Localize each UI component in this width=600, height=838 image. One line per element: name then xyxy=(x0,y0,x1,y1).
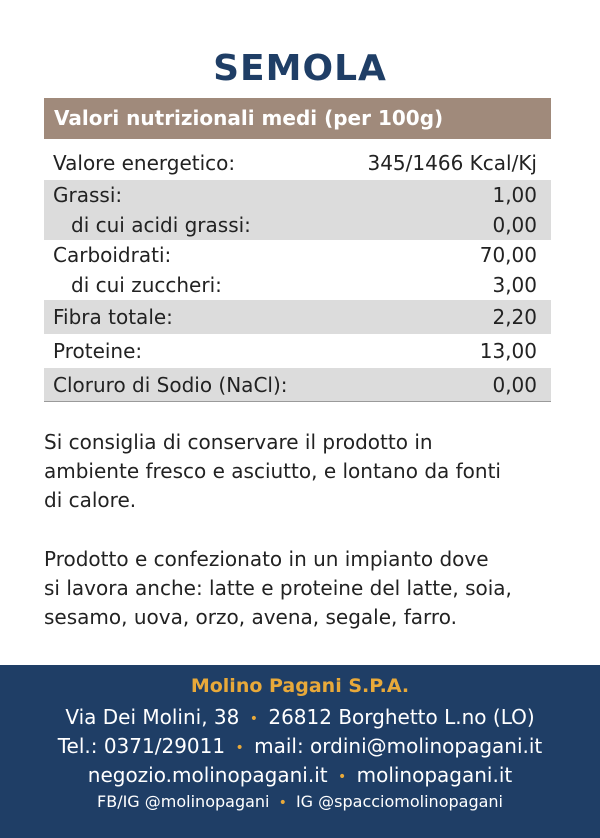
protein-label: Proteine: xyxy=(53,339,143,363)
row-salt xyxy=(44,368,551,401)
company-footer xyxy=(0,665,600,838)
separator-dot: • xyxy=(235,739,244,756)
separator-dot: • xyxy=(249,710,258,727)
storage-line: di calore. xyxy=(44,488,137,512)
shop-link[interactable]: negozio.molinopagani.it xyxy=(87,763,328,787)
salt-label: Cloruro di Sodio (NaCl): xyxy=(53,373,288,397)
social-line xyxy=(0,792,600,811)
salt-value: 0,00 xyxy=(492,373,537,397)
fatty-acids-label: di cui acidi grassi: xyxy=(71,213,251,237)
company-name: Molino Pagani S.P.A. xyxy=(190,675,410,697)
carbs-value: 70,00 xyxy=(479,243,537,267)
separator-dot: • xyxy=(278,794,287,811)
row-fiber xyxy=(44,300,551,334)
fats-label: Grassi: xyxy=(53,183,123,207)
sugars-label: di cui zuccheri: xyxy=(71,273,222,297)
energy-value: 345/1466 Kcal/Kj xyxy=(367,151,537,175)
address-line xyxy=(0,705,600,729)
social-store[interactable]: IG @spacciomolinopagani xyxy=(295,792,503,811)
energy-label: Valore energetico: xyxy=(53,151,236,175)
fatty-acids-value: 0,00 xyxy=(492,213,537,237)
storage-line: Si consiglia di conservare il prodotto in xyxy=(44,430,433,454)
allergen-line: sesamo, uova, orzo, avena, segale, farro. xyxy=(44,605,457,629)
row-protein xyxy=(44,334,551,368)
web-line xyxy=(0,763,600,787)
fiber-value: 2,20 xyxy=(492,305,537,329)
email[interactable]: mail: ordini@molinopagani.it xyxy=(254,734,543,758)
site-link[interactable]: molinopagani.it xyxy=(356,763,513,787)
fiber-label: Fibra totale: xyxy=(53,305,173,329)
nutrition-table xyxy=(44,146,551,402)
row-fats xyxy=(44,180,551,240)
contact-line xyxy=(0,734,600,758)
storage-note xyxy=(44,428,564,515)
row-energy xyxy=(44,146,551,180)
address-street: Via Dei Molini, 38 xyxy=(65,705,240,729)
product-title: SEMOLA xyxy=(213,48,387,89)
storage-line: ambiente fresco e asciutto, e lontano da fonti xyxy=(44,459,501,483)
fats-value: 1,00 xyxy=(492,183,537,207)
social-main[interactable]: FB/IG @molinopagani xyxy=(97,792,270,811)
sugars-value: 3,00 xyxy=(492,273,537,297)
address-city: 26812 Borghetto L.no (LO) xyxy=(268,705,535,729)
allergen-line: si lavora anche: latte e proteine del latte, soia, xyxy=(44,576,512,600)
phone: Tel.: 0371/29011 xyxy=(57,734,226,758)
separator-dot: • xyxy=(337,768,347,785)
row-carbs xyxy=(44,240,551,300)
allergen-note xyxy=(44,545,564,632)
carbs-label: Carboidrati: xyxy=(53,243,172,267)
allergen-line: Prodotto e confezionato in un impianto dove xyxy=(44,547,489,571)
nutrition-header: Valori nutrizionali medi (per 100g) xyxy=(44,98,551,139)
protein-value: 13,00 xyxy=(479,339,537,363)
